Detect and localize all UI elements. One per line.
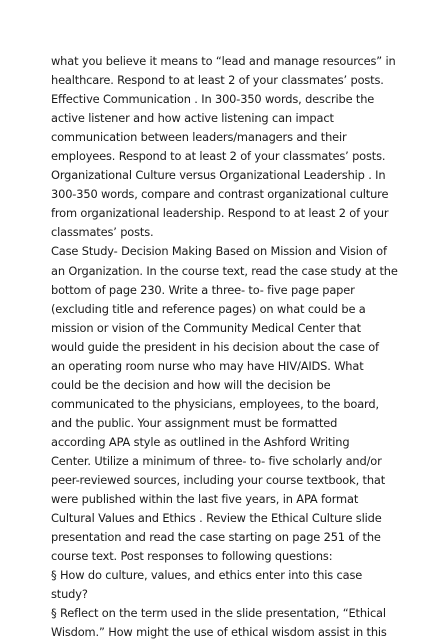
text-line: an Organization. In the course text, read the case study at the (51, 263, 398, 278)
text-line: mission or vision of the Community Medical Center that (51, 320, 361, 335)
text-line: healthcare. Respond to at least 2 of your classmates’ posts. (51, 73, 384, 88)
text-line: classmates’ posts. (51, 225, 154, 240)
text-line: according APA style as outlined in the Ashford Writing (51, 434, 350, 449)
text-line: employees. Respond to at least 2 of your classmates’ posts. (51, 149, 386, 164)
text-line: Wisdom.” How might the use of ethical wisdom assist in this (51, 625, 387, 640)
text-line: bottom of page 230. Write a three- to- five page paper (51, 282, 355, 297)
text-line: Cultural Values and Ethics . Review the Ethical Culture slide (51, 511, 382, 526)
text-line: Effective Communication . In 300-350 words, describe the (51, 92, 375, 107)
text-line: active listener and how active listening can impact (51, 111, 334, 126)
text-line: (excluding title and reference pages) on what could be a (51, 301, 366, 316)
text-line: Center. Utilize a minimum of three- to- five scholarly and/or (51, 453, 382, 468)
text-line: presentation and read the case starting on page 251 of the (51, 530, 381, 545)
text-line: 300-350 words, compare and contrast organizational culture (51, 187, 389, 202)
text-line: from organizational leadership. Respond to at least 2 of your (51, 206, 389, 221)
text-line: course text. Post responses to following questions: (51, 549, 333, 564)
body-text (51, 52, 401, 642)
text-line: communicated to the physicians, employees, to the board, (51, 396, 379, 411)
text-line: and the public. Your assignment must be formatted (51, 415, 338, 430)
text-line: § How do culture, values, and ethics enter into this case (51, 568, 363, 583)
text-line: communication between leaders/managers and their (51, 130, 347, 145)
text-line: could be the decision and how will the decision be (51, 377, 331, 392)
text-line: § Reflect on the term used in the slide presentation, “Ethical (51, 606, 386, 621)
text-line: would guide the president in his decision about the case of (51, 339, 379, 354)
text-line: Case Study- Decision Making Based on Mission and Vision of (51, 244, 387, 259)
text-line: an operating room nurse who may have HIV/AIDS. What (51, 358, 364, 373)
text-line: were published within the last five years, in APA format (51, 492, 359, 507)
text-line: peer-reviewed sources, including your course textbook, that (51, 473, 386, 488)
text-line: what you believe it means to “lead and manage resources” in (51, 54, 396, 68)
text-line: study? (51, 587, 88, 602)
text-line: Organizational Culture versus Organizational Leadership . In (51, 168, 386, 183)
